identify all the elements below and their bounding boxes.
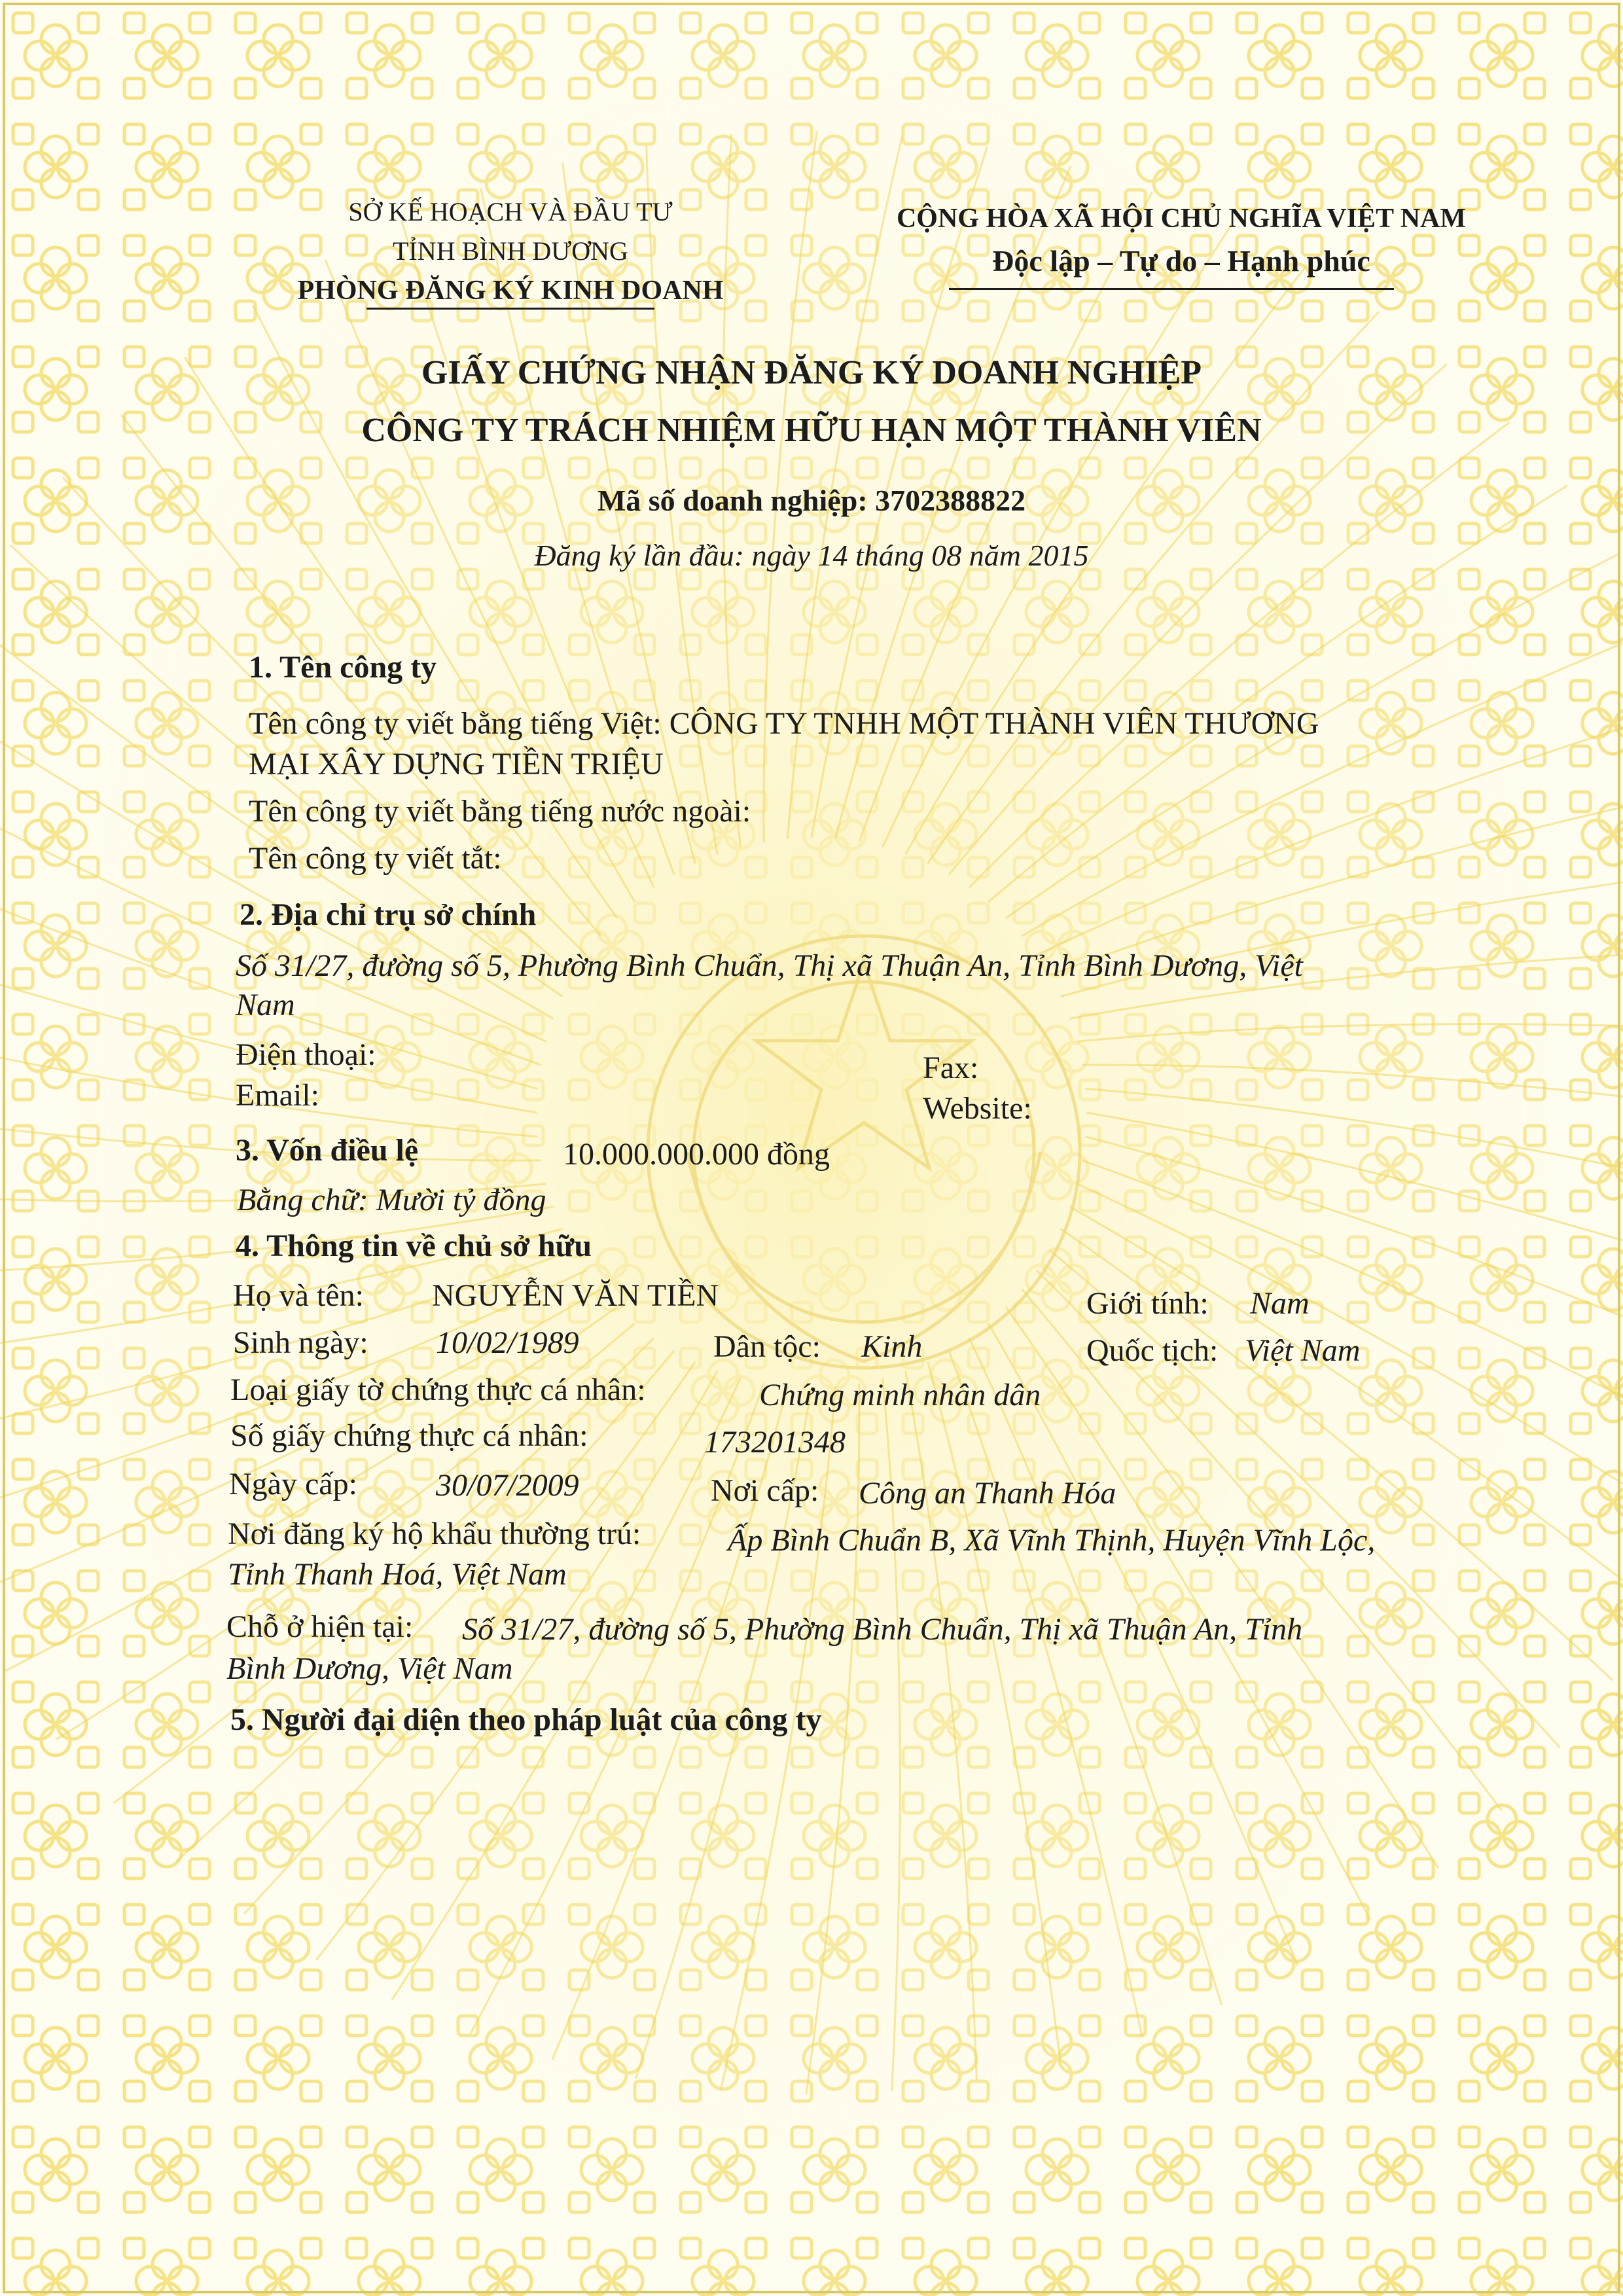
- id-number-value: 173201348: [704, 1425, 846, 1460]
- owner-gender-label: Giới tính:: [1086, 1286, 1209, 1321]
- section5-heading: 5. Người đại diện theo pháp luật của công ty: [230, 1702, 822, 1737]
- charter-capital-words: Bằng chữ: Mười tỷ đồng: [237, 1183, 546, 1217]
- motto-underline: [949, 288, 1394, 290]
- id-type-value: Chứng minh nhân dân: [759, 1378, 1041, 1412]
- agency-line1: SỞ KẾ HOẠCH VÀ ĐẦU TƯ: [348, 197, 673, 226]
- section2-heading: 2. Địa chỉ trụ sở chính: [240, 897, 537, 932]
- head-office-address-line2: Nam: [236, 988, 295, 1022]
- head-office-address-line1: Số 31/27, đường số 5, Phường Bình Chuẩn, Thị xã Thuận An, Tỉnh Bình Dương, Việt: [236, 948, 1303, 983]
- owner-ethnic-label: Dân tộc:: [713, 1329, 821, 1364]
- issue-place-value: Công an Thanh Hóa: [859, 1476, 1116, 1511]
- current-address-line2: Bình Dương, Việt Nam: [226, 1651, 513, 1686]
- section4-heading: 4. Thông tin về chủ sở hữu: [236, 1229, 592, 1263]
- current-address-line1: Số 31/27, đường số 5, Phường Bình Chuẩn, Thị xã Thuận An, Tỉnh: [462, 1612, 1303, 1647]
- company-short-name-label: Tên công ty viết tắt:: [249, 841, 502, 876]
- national-motto: Độc lập – Tự do – Hạnh phúc: [992, 244, 1370, 278]
- id-number-label: Số giấy chứng thực cá nhân:: [230, 1418, 588, 1453]
- current-address-label: Chỗ ở hiện tại:: [226, 1609, 414, 1644]
- section3-heading: 3. Vốn điều lệ: [236, 1133, 419, 1168]
- id-type-label: Loại giấy tờ chứng thực cá nhân:: [230, 1372, 646, 1407]
- section1-heading: 1. Tên công ty: [249, 650, 437, 685]
- issue-date-value: 30/07/2009: [436, 1468, 579, 1503]
- owner-dob-value: 10/02/1989: [436, 1325, 579, 1360]
- email-label: Email:: [236, 1078, 319, 1113]
- agency-line2: TỈNH BÌNH DƯƠNG: [393, 236, 628, 266]
- fax-label: Fax:: [923, 1050, 979, 1085]
- residence-value-line1: Ấp Bình Chuẩn B, Xã Vĩnh Thịnh, Huyện Vĩnh Lộc,: [728, 1523, 1376, 1558]
- national-title: CỘNG HÒA XÃ HỘI CHỦ NGHĨA VIỆT NAM: [896, 204, 1467, 234]
- company-type-title: CÔNG TY TRÁCH NHIỆM HỮU HẠN MỘT THÀNH VIÊN: [361, 412, 1262, 449]
- owner-dob-label: Sinh ngày:: [233, 1325, 368, 1360]
- owner-gender-value: Nam: [1250, 1286, 1310, 1321]
- agency-underline: [366, 308, 654, 310]
- agency-office: PHÒNG ĐĂNG KÝ KINH DOANH: [297, 276, 724, 306]
- business-code: Mã số doanh nghiệp: 3702388822: [597, 484, 1026, 517]
- company-name-vn-line2: MẠI XÂY DỰNG TIỀN TRIỆU: [249, 747, 664, 781]
- owner-nationality-label: Quốc tịch:: [1086, 1333, 1219, 1368]
- website-label: Website:: [923, 1091, 1032, 1126]
- first-registration-date: Đăng ký lần đầu: ngày 14 tháng 08 năm 2015: [534, 539, 1089, 572]
- owner-nationality-value: Việt Nam: [1245, 1333, 1361, 1368]
- company-name-vn-line1: Tên công ty viết bằng tiếng Việt: CÔNG TY TNHH MỘT THÀNH VIÊN THƯƠNG: [249, 706, 1319, 741]
- owner-name-value: NGUYỄN VĂN TIỀN: [432, 1278, 719, 1313]
- residence-label: Nơi đăng ký hộ khẩu thường trú:: [228, 1516, 641, 1551]
- charter-capital-amount: 10.000.000.000 đồng: [563, 1137, 830, 1172]
- company-name-foreign-label: Tên công ty viết bằng tiếng nước ngoài:: [249, 794, 751, 829]
- residence-value-line2: Tỉnh Thanh Hoá, Việt Nam: [228, 1557, 567, 1592]
- certificate-title: GIẤY CHỨNG NHẬN ĐĂNG KÝ DOANH NGHIỆP: [421, 354, 1202, 391]
- issue-place-label: Nơi cấp:: [711, 1473, 819, 1508]
- issue-date-label: Ngày cấp:: [229, 1467, 357, 1501]
- owner-name-label: Họ và tên:: [233, 1278, 364, 1313]
- phone-label: Điện thoại:: [236, 1037, 376, 1072]
- owner-ethnic-value: Kinh: [861, 1329, 923, 1364]
